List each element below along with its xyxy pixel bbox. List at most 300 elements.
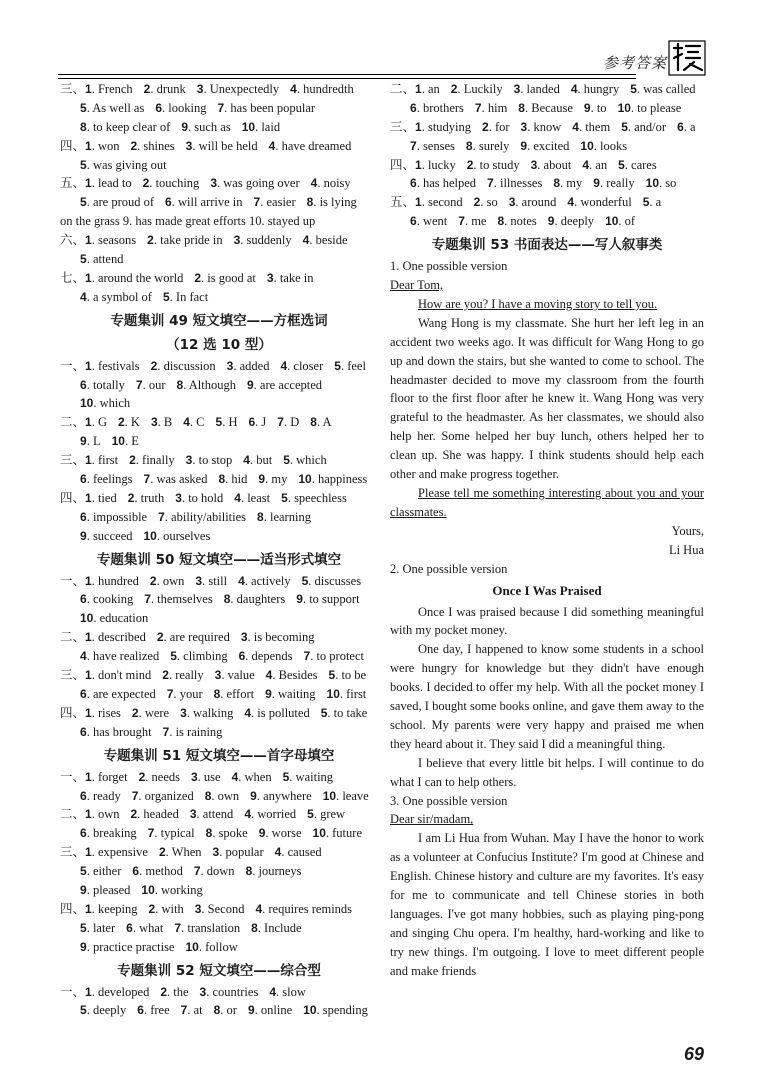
answer-item: 5. grew: [307, 807, 346, 822]
answer-item: 1. G: [85, 415, 107, 430]
answer-item: 8. hid: [218, 472, 248, 487]
answer-number: 3: [195, 573, 203, 588]
answer-number: 4: [280, 358, 288, 373]
answer-number: 2: [156, 630, 164, 645]
answer-number: 3: [150, 415, 158, 430]
answer-line: [60, 193, 378, 212]
answer-number: 4: [244, 807, 251, 822]
answer-number: 10: [241, 119, 256, 134]
answer-text: were: [144, 705, 170, 720]
answer-line: [60, 685, 378, 704]
essay-paragraph: [390, 810, 704, 829]
answer-number: 6: [80, 826, 87, 841]
answer-item: 9. practice practise: [80, 939, 175, 954]
answer-number: 5: [170, 649, 177, 664]
answer-text: succeed: [92, 528, 133, 543]
answer-number: 3: [210, 176, 217, 191]
answer-number: 5: [80, 920, 87, 935]
answer-item: 1. won: [85, 138, 120, 153]
answer-text: take in: [279, 270, 314, 285]
answer-number: 1: [85, 705, 92, 720]
answer-line: [60, 156, 378, 175]
answer-line: [60, 938, 378, 957]
answer-text: expensive: [97, 845, 148, 860]
answer-item: 2. K: [117, 415, 140, 430]
answer-number: 4: [265, 668, 273, 683]
answer-item: 5. deeply: [80, 1003, 127, 1018]
answer-item: 3. value: [214, 668, 255, 683]
answer-item: 4. slow: [269, 984, 306, 999]
answer-item: 1. French: [85, 82, 133, 96]
answer-text: journeys: [258, 864, 302, 879]
answer-item: 2. touching: [142, 176, 200, 191]
answer-number: 7: [144, 592, 151, 607]
answer-item: 6. J: [248, 415, 267, 430]
answer-text: lead to: [97, 176, 132, 191]
answer-text: the: [173, 984, 189, 999]
answer-item: 8. is lying: [306, 195, 357, 210]
answer-item: 8. journeys: [245, 864, 302, 879]
answer-group-label: 二、: [60, 630, 86, 645]
answer-text: landed: [526, 82, 560, 96]
answer-text: to take: [333, 705, 368, 720]
answer-item: 10. leave: [322, 788, 369, 803]
answer-number: 3: [189, 807, 197, 822]
answer-line: [390, 212, 704, 231]
answer-item: 4. Besides: [265, 668, 318, 683]
answer-item: 1. described: [85, 630, 146, 645]
answer-line: [60, 231, 378, 250]
answer-text: leave: [342, 788, 369, 803]
answer-text: practice practise: [92, 939, 175, 954]
answer-item: 2. were: [131, 705, 170, 720]
answer-text: is polluted: [257, 705, 310, 720]
answer-item: 3. B: [150, 415, 173, 430]
answer-item: 8. Because: [518, 100, 573, 115]
answer-item: 4. beside: [302, 233, 348, 248]
answer-text: truth: [140, 490, 165, 505]
answer-text: which: [296, 453, 327, 468]
answer-number: 3: [180, 705, 187, 720]
answer-text: hungry: [583, 82, 620, 96]
answer-item: 10. ourselves: [143, 528, 211, 543]
answer-text: Because: [531, 100, 573, 115]
answer-number: 1: [85, 270, 92, 285]
answer-item: 7. was asked: [143, 472, 208, 487]
answer-text: requires reminds: [268, 901, 353, 916]
answer-item: 9. are accepted: [246, 377, 323, 392]
answer-line: [60, 647, 378, 666]
answer-number: 10: [80, 396, 94, 411]
answer-group-label: 四、: [60, 901, 86, 916]
answer-item: 10. future: [312, 826, 362, 841]
answer-number: 8: [518, 100, 525, 115]
answer-text: take pride in: [160, 233, 223, 248]
answer-item: 2. Luckily: [450, 82, 503, 96]
answer-line: [60, 527, 378, 546]
answer-text: Unexpectedly: [209, 82, 280, 96]
answer-group-label: 五、: [60, 176, 86, 191]
answer-number: 1: [85, 176, 92, 191]
answer-text: cooking: [92, 592, 134, 607]
answer-text: rises: [97, 705, 121, 720]
answer-text: an: [427, 82, 440, 96]
answer-number: 9: [258, 826, 266, 841]
answer-number: 3: [196, 82, 204, 96]
answer-item: 6. impossible: [80, 509, 148, 524]
answer-number: 9: [181, 119, 189, 134]
answer-item: 5. H: [215, 415, 238, 430]
answer-number: 6: [248, 415, 256, 430]
answer-number: 8: [223, 592, 231, 607]
header-rule: [58, 74, 636, 75]
answer-number: 4: [269, 984, 276, 999]
answer-number: 4: [268, 138, 276, 153]
answer-text: was going over: [223, 176, 300, 191]
answer-text: French: [97, 82, 133, 96]
answer-number: 8: [465, 138, 473, 153]
answer-item: 5. climbing: [170, 649, 228, 664]
answer-item: 2. headed: [130, 807, 179, 822]
answer-number: 4: [274, 845, 282, 860]
answer-item: 3. landed: [513, 82, 560, 96]
answer-text: our: [148, 377, 166, 392]
answer-text: hid: [231, 472, 248, 487]
answer-number: 2: [147, 233, 154, 248]
answer-text: to protect: [316, 649, 365, 664]
answer-number: 7: [410, 138, 417, 153]
answer-line: [60, 394, 378, 413]
answer-number: 8: [204, 788, 212, 803]
answer-item: 2. drunk: [143, 82, 186, 96]
answer-number: 10: [312, 826, 326, 841]
answer-number: 8: [310, 415, 317, 430]
answer-number: 5: [642, 195, 650, 210]
answer-text: worried: [257, 807, 297, 822]
answer-number: 4: [80, 649, 87, 664]
answer-item: 8. Include: [251, 920, 302, 935]
section-heading: 专题集训 50 短文填空——适当形式填空: [96, 551, 342, 568]
answer-number: 10: [580, 138, 594, 153]
answer-text: which: [99, 396, 131, 411]
answer-text: pleased: [92, 882, 131, 897]
answer-line: [60, 881, 378, 900]
answer-item: 9. succeed: [80, 528, 133, 543]
answer-line: [60, 1001, 378, 1020]
answer-text: first: [97, 453, 119, 468]
answer-text: is becoming: [253, 630, 315, 645]
answer-text: is good at: [207, 270, 256, 285]
answer-number: 6: [137, 1003, 144, 1018]
answer-number: 3: [513, 82, 521, 96]
answer-item: 8. learning: [257, 509, 311, 524]
answer-item: 3. still: [195, 573, 228, 588]
answer-line: [60, 768, 378, 787]
answer-number: 7: [166, 686, 174, 701]
essay-paragraph: Wang Hong is my classmate. She hurt her left leg in an accident two weeks ago. It was difficult for Wang Hong to go up and down the stairs, but she wanted to come to school. The headmaster decided to move my classroom from the fourth floor to the first floor after he knew it. Wang Hong was very grateful to the headmaster. As her classmates, we should also help her. Some helped her buy lunch, others helped her to clean up. She was happy. I think students should help each other and make progress together.: [390, 315, 704, 482]
answer-text: deeply: [92, 1003, 127, 1018]
answer-number: 2: [160, 984, 168, 999]
right-column: [390, 80, 704, 981]
answer-item: 5. waiting: [282, 769, 334, 784]
answer-number: 9: [80, 939, 87, 954]
answer-text: about: [543, 157, 572, 172]
answer-text: cares: [631, 157, 657, 172]
essay-paragraph: [390, 484, 704, 522]
answer-number: 9: [296, 592, 303, 607]
answer-number: 10: [303, 1003, 317, 1018]
answer-text: but: [256, 453, 273, 468]
answer-item: 9. excited: [520, 138, 570, 153]
answer-text: notes: [510, 214, 537, 229]
answer-number: 1: [85, 453, 92, 468]
answer-text: what: [139, 920, 164, 935]
answer-text: has brought: [92, 724, 152, 739]
answer-text: D: [290, 415, 300, 430]
answer-number: 8: [213, 1003, 221, 1018]
answer-number: 3: [266, 270, 274, 285]
answer-group-label: 三、: [60, 453, 86, 468]
answer-text: value: [227, 668, 255, 683]
answer-number: 3: [194, 901, 202, 916]
answer-text: has helped: [422, 176, 477, 191]
answer-text: illnesses: [499, 176, 543, 191]
answer-group-label: 四、: [60, 705, 86, 720]
answer-text: method: [145, 864, 183, 879]
answer-number: 4: [255, 901, 263, 916]
answer-number: 1: [85, 901, 92, 916]
answer-text: depends: [251, 649, 293, 664]
page-number: 69: [684, 1044, 705, 1064]
answer-item: 3. about: [530, 157, 572, 172]
answer-number: 1: [85, 630, 92, 645]
answer-number: 4: [290, 82, 297, 96]
answer-text: when: [244, 769, 272, 784]
answer-text: so: [665, 176, 677, 191]
answer-item: 10. first: [326, 686, 367, 701]
answer-number: 8: [257, 509, 264, 524]
answer-item: 2. with: [148, 901, 184, 916]
answer-item: 10. education: [80, 611, 149, 626]
answer-item: 3. walking: [180, 705, 234, 720]
answer-line: [60, 983, 378, 1002]
answer-item: 5. As well as: [80, 100, 145, 115]
answer-number: 7: [277, 415, 284, 430]
answer-text: me: [471, 214, 487, 229]
answer-number: 7: [131, 788, 139, 803]
answer-text: totally: [92, 377, 125, 392]
answer-line: [60, 413, 378, 432]
answer-group-label: 二、: [60, 415, 86, 430]
answer-text: really: [175, 668, 204, 683]
answer-number: 10: [141, 882, 155, 897]
answer-item: 9. pleased: [80, 882, 131, 897]
answer-item: 8. daughters: [223, 592, 286, 607]
answer-number: 7: [193, 864, 201, 879]
answer-item: 10. follow: [185, 939, 238, 954]
answer-text: second: [427, 195, 463, 210]
answer-text: attend: [202, 807, 234, 822]
answer-item: 2. own: [149, 573, 185, 588]
answer-item: 7. typical: [147, 826, 195, 841]
answer-text: C: [196, 415, 205, 430]
answer-text: discusses: [314, 573, 362, 588]
answer-item: 2. finally: [129, 453, 175, 468]
answer-number: 6: [677, 119, 684, 134]
answer-text: surely: [478, 138, 510, 153]
answer-item: 6. looking: [155, 100, 207, 115]
answer-number: 6: [80, 686, 87, 701]
answer-number: 9: [520, 138, 528, 153]
answer-number: 2: [142, 176, 150, 191]
answer-item: 9. worse: [258, 826, 302, 841]
section-heading: 专题集训 49 短文填空——方框选词: [110, 312, 328, 329]
answer-item: 7. easier: [253, 195, 296, 210]
answer-text: a: [655, 195, 662, 210]
answer-number: 8: [218, 472, 226, 487]
answer-item: 4. them: [572, 119, 611, 134]
answer-text: forget: [97, 769, 128, 784]
answer-item: 7. illnesses: [487, 176, 543, 191]
answer-number: 1: [85, 138, 92, 153]
answer-number: 10: [617, 100, 631, 115]
answer-number: 1: [415, 82, 422, 96]
answer-text: ourselves: [163, 528, 211, 543]
answer-text: ready: [92, 788, 121, 803]
answer-number: 3: [185, 138, 193, 153]
essay-paragraph: Yours,: [671, 523, 704, 538]
answer-text: use: [203, 769, 221, 784]
answer-item: 9. to: [583, 100, 607, 115]
answer-item: 1. second: [415, 195, 463, 210]
answer-text: themselves: [157, 592, 213, 607]
answer-number: 4: [183, 415, 190, 430]
answer-line: [60, 572, 378, 591]
answer-item: 4. actively: [238, 573, 291, 588]
answer-item: 4. an: [582, 157, 608, 172]
answer-item: 2. for: [482, 119, 510, 134]
answer-number: 3: [226, 358, 234, 373]
answer-item: 1. around the world: [85, 270, 184, 285]
answer-number: 2: [162, 668, 169, 683]
answer-number: 1: [415, 157, 422, 172]
answer-item: 4. caused: [274, 845, 322, 860]
answer-text: finally: [142, 453, 175, 468]
answer-text: to keep clear of: [92, 119, 171, 134]
answer-number: 4: [80, 289, 87, 304]
answer-item: 2. to study: [466, 157, 520, 172]
answer-item: 7. ability/abilities: [158, 509, 247, 524]
answer-item: 5. are proud of: [80, 195, 155, 210]
answer-item: 3. to hold: [175, 490, 224, 505]
answer-number: 3: [185, 453, 193, 468]
answer-item: 5. a: [642, 195, 662, 210]
answer-number: 5: [281, 490, 288, 505]
answer-line: [60, 137, 378, 156]
answer-text: a: [690, 119, 696, 134]
answer-item: 3. countries: [199, 984, 259, 999]
answer-number: 2: [466, 157, 474, 172]
answer-text: online: [260, 1003, 293, 1018]
answer-number: 9: [593, 176, 600, 191]
answer-number: 10: [605, 214, 619, 229]
answer-item: 9. deeply: [547, 214, 595, 229]
answer-item: 5. was giving out: [80, 157, 167, 172]
section-heading: 专题集训 52 短文填空——综合型: [117, 962, 321, 979]
answer-number: 5: [630, 82, 637, 96]
answer-number: 5: [320, 705, 328, 720]
answer-number: 7: [162, 724, 170, 739]
answer-number: 4: [567, 195, 575, 210]
answer-text: lucky: [427, 157, 456, 172]
answer-item: 7. your: [166, 686, 203, 701]
answer-number: 9: [250, 788, 257, 803]
answer-group-label: 二、: [390, 82, 416, 96]
answer-number: 9: [265, 686, 272, 701]
answer-text: looking: [168, 100, 207, 115]
answer-text: own: [97, 807, 120, 822]
answer-text: has been popular: [230, 100, 316, 115]
answer-text: free: [150, 1003, 170, 1018]
answer-text: daughters: [236, 592, 286, 607]
answer-text: went: [422, 214, 448, 229]
answer-item: 1. lucky: [415, 157, 456, 172]
answer-number: 10: [298, 472, 312, 487]
answer-item: 10. so: [645, 176, 677, 191]
answer-item: 9. really: [593, 176, 635, 191]
answer-item: 7. to protect: [303, 649, 365, 664]
answer-text: working: [161, 882, 203, 897]
answer-item: 8. notes: [497, 214, 537, 229]
answer-text: H: [228, 415, 238, 430]
answer-text: spoke: [218, 826, 248, 841]
answer-item: 10. happiness: [298, 472, 368, 487]
answer-number: 9: [583, 100, 591, 115]
answer-number: 7: [147, 826, 155, 841]
answer-item: 4. noisy: [310, 176, 351, 191]
answer-item: 8. spoke: [205, 826, 248, 841]
answer-number: 9: [80, 528, 87, 543]
answer-text: translation: [187, 920, 241, 935]
answer-text: needs: [151, 769, 180, 784]
answer-text: J: [261, 415, 267, 430]
answer-number: 5: [80, 1003, 87, 1018]
answer-line: [60, 451, 378, 470]
answer-item: 10. E: [111, 434, 139, 449]
answer-line: [60, 824, 378, 843]
answer-number: 1: [85, 807, 92, 822]
essay-title: Once I Was Praised: [492, 582, 602, 598]
answer-number: 5: [80, 864, 87, 879]
answer-item: 5. which: [283, 453, 327, 468]
answer-number: 4: [238, 573, 245, 588]
answer-text: breaking: [92, 826, 137, 841]
answer-text: happiness: [317, 472, 368, 487]
answer-number: 2: [130, 807, 138, 822]
essay-paragraph: I believe that every little bit helps. I will continue to do what I can to help others.: [390, 755, 704, 789]
answer-text: As well as: [92, 100, 145, 115]
answer-item: 1. own: [85, 807, 120, 822]
answer-line: [60, 590, 378, 609]
answer-number: 1: [85, 668, 92, 683]
answer-number: 6: [410, 214, 417, 229]
answer-text: keeping: [97, 901, 138, 916]
answer-number: 7: [174, 920, 182, 935]
answer-item: 7. organized: [131, 788, 194, 803]
answer-item: 6. what: [126, 920, 164, 935]
answer-item: 4. least: [234, 490, 271, 505]
answer-number: 4: [302, 233, 310, 248]
